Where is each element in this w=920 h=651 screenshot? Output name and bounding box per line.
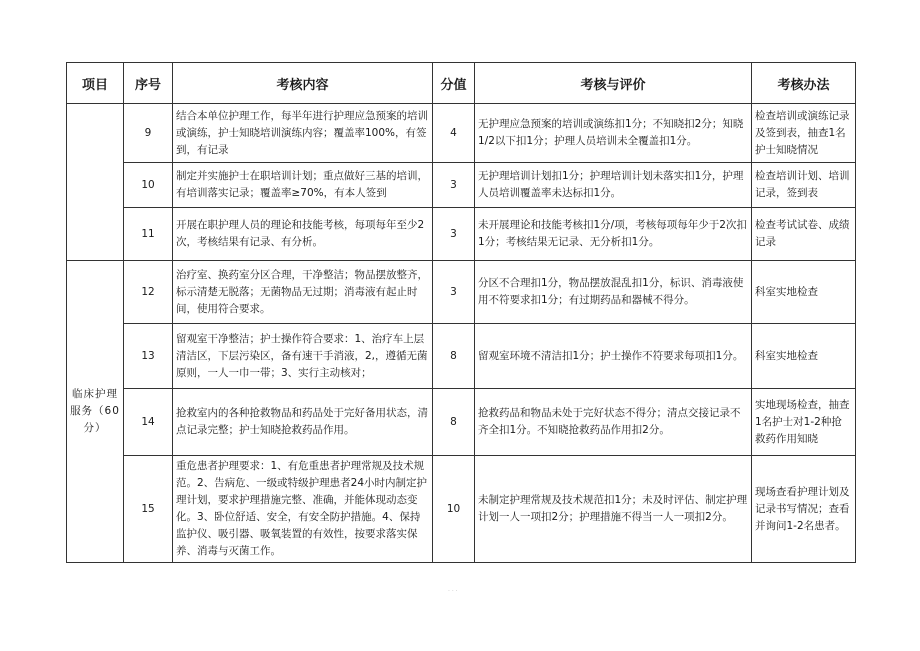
row-score: 4 [433,104,475,163]
row-evaluation: 分区不合理扣1分，物品摆放混乱扣1分，标识、消毒液使用不符要求扣1分；有过期药品和器械不得分。 [475,261,752,324]
table-row [67,389,856,456]
project-cell-training [67,104,124,261]
row-content: 结合本单位护理工作，每半年进行护理应急预案的培训或演练，护士知晓培训演练内容；覆盖率100%，有签到，有记录 [173,104,433,163]
row-content: 治疗室、换药室分区合理，干净整洁；物品摆放整齐，标示清楚无脱落；无菌物品无过期；消毒液有起止时间，使用符合要求。 [173,261,433,324]
row-score: 10 [433,456,475,563]
row-content: 开展在职护理人员的理论和技能考核，每项每年至少2次，考核结果有记录、有分析。 [173,208,433,261]
row-score: 3 [433,163,475,208]
table-row [67,208,856,261]
row-evaluation: 未开展理论和技能考核扣1分/项，考核每项每年少于2次扣1分；考核结果无记录、无分析扣1分。 [475,208,752,261]
row-method: 检查培训计划、培训记录，签到表 [752,163,856,208]
row-number: 12 [124,261,173,324]
table-row [67,163,856,208]
header-content: 考核内容 [173,63,433,104]
header-score: 分值 [433,63,475,104]
row-evaluation: 未制定护理常规及技术规范扣1分；未及时评估、制定护理计划一人一项扣2分；护理措施不得当一人一项扣2分。 [475,456,752,563]
row-content: 制定并实施护士在职培训计划；重点做好三基的培训，有培训落实记录；覆盖率≥70%，有本人签到 [173,163,433,208]
project-cell-clinical-service: 临床护理服务（60分） [67,261,124,563]
row-number: 14 [124,389,173,456]
table-row [67,104,856,163]
row-method: 实地现场检查，抽查1名护士对1-2种抢救药作用知晓 [752,389,856,456]
header-evaluation: 考核与评价 [475,63,752,104]
row-content: 抢救室内的各种抢救物品和药品处于完好备用状态，清点记录完整；护士知晓抢救药品作用。 [173,389,433,456]
row-method: 检查考试试卷、成绩记录 [752,208,856,261]
row-evaluation: 留观室环境不清洁扣1分；护士操作不符要求每项扣1分。 [475,324,752,389]
row-evaluation: 无护理培训计划扣1分；护理培训计划未落实扣1分，护理人员培训覆盖率未达标扣1分。 [475,163,752,208]
row-content: 留观室干净整洁；护士操作符合要求：1、治疗车上层清洁区，下层污染区，备有速干手消液，2,，遵循无菌原则，一人一巾一带；3、实行主动核对； [173,324,433,389]
row-score: 3 [433,261,475,324]
row-number: 9 [124,104,173,163]
row-evaluation: 无护理应急预案的培训或演练扣1分；不知晓扣2分；知晓1/2以下扣1分；护理人员培训未全覆盖扣1分。 [475,104,752,163]
row-number: 15 [124,456,173,563]
row-number: 11 [124,208,173,261]
header-method: 考核办法 [752,63,856,104]
page-footer-mark: · · · [448,588,458,595]
evaluation-table [66,62,856,563]
row-method: 检查培训或演练记录及签到表，抽查1名护士知晓情况 [752,104,856,163]
row-score: 8 [433,324,475,389]
row-method: 科室实地检查 [752,261,856,324]
row-method: 科室实地检查 [752,324,856,389]
table-row [67,261,856,324]
table-header-row [67,63,856,104]
row-score: 3 [433,208,475,261]
row-number: 13 [124,324,173,389]
header-project: 项目 [67,63,124,104]
row-score: 8 [433,389,475,456]
table-row [67,456,856,563]
header-number: 序号 [124,63,173,104]
row-evaluation: 抢救药品和物品未处于完好状态不得分；清点交接记录不齐全扣1分。不知晓抢救药品作用扣2分。 [475,389,752,456]
table-row [67,324,856,389]
row-method: 现场查看护理计划及记录书写情况；查看并询问1-2名患者。 [752,456,856,563]
row-content: 重危患者护理要求：1、有危重患者护理常规及技术规范。2、告病危、一级或特级护理患者24小时内制定护理计划，要求护理措施完整、准确，并能体现动态变化。3、卧位舒适、安全，有安全防护措施。4、保持监护仪、吸引器、吸氧装置的有效性，按要求落实保养、消毒与灭菌工作。 [173,456,433,563]
row-number: 10 [124,163,173,208]
